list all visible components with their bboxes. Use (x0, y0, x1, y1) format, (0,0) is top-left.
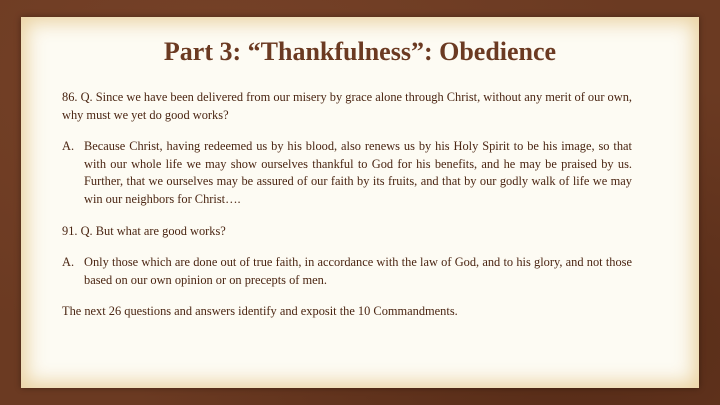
answer-86-label: A. (62, 139, 75, 154)
answer-91-label: A. (62, 255, 75, 270)
slide (21, 17, 699, 388)
question-86: 86. Q. Since we have been delivered from our misery by grace alone through Christ, without any merit of our own, why must we yet do good works? (62, 90, 632, 122)
answer-91-text: Only those which are done out of true faith, in accordance with the law of God, and to his glory, and not those based on our own opinion or on precepts of men. (84, 255, 632, 287)
question-91: 91. Q. But what are good works? (62, 223, 226, 238)
answer-91 (62, 254, 632, 289)
slide-content (62, 89, 632, 335)
slide-title: Part 3: “Thankfulness”: Obedience (163, 37, 557, 66)
closing-note: The next 26 questions and answers identify and exposit the 10 Commandments. (62, 304, 458, 319)
answer-86-text: Because Christ, having redeemed us by his blood, also renews us by his Holy Spirit to be his image, so that with our whole life we may show ourselves thankful to God for his benefits, and he may be praised by us. Further, that we ourselves may be assured of our faith by its fruits, and that by our godly walk of life we may win our neighbors for Christ…. (84, 139, 632, 206)
answer-86 (62, 138, 632, 208)
